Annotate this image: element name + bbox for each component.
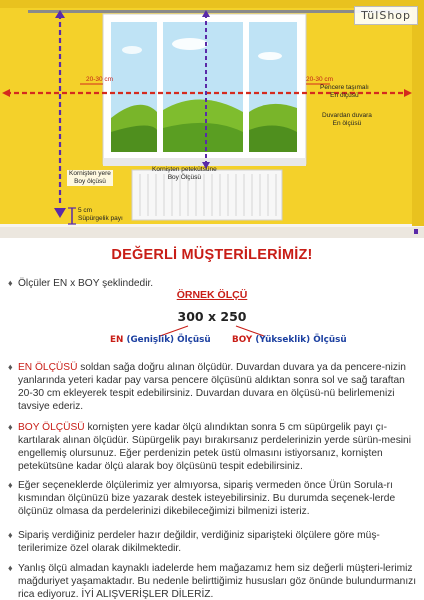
paragraph-lead: BOY ÖLÇÜSÜ [18, 422, 85, 433]
baseboard-label: 5 cm Süpürgelik payı [78, 207, 123, 222]
bullet-icon: ♦ [8, 563, 13, 573]
wall-corner [412, 8, 424, 226]
wall-width-label: Duvardan duvara En ölçüsü [322, 112, 372, 127]
wall-width-arrow-left [2, 89, 10, 97]
paragraph-custom-size [8, 479, 418, 518]
window-width-label: Pencere taşımalı En ölçüsü [320, 84, 369, 99]
window-mullion-right [243, 22, 249, 152]
paragraph-text: Yanlış ölçü almadan kaynaklı iadelerde hem mağazamız hem siz değerli müşteri-lerimiz mağduriyet yaşamaktadır. Bu nedenle belirttiğimiz hususları göz önünde bulundurmanızı rica ediyoruz. İYİ ALIŞVERİŞLER DİLERİZ. [18, 563, 417, 600]
baseboard [0, 224, 424, 227]
bullet-icon: ♦ [8, 278, 13, 288]
intro-text: Ölçüler EN x BOY şeklindedir. [18, 278, 154, 289]
bullet-icon: ♦ [8, 530, 13, 540]
curtain-rod [28, 10, 408, 13]
wall-width-arrow-right [404, 89, 412, 97]
paragraph-text: kornişten yere kadar ölçü alındıktan sonra 5 cm süpürgelik payı çı-kartılarak alınan ölçüdür. Süpürgelik payı bırakırsanız perdelerinizin yerde sürün-mesini engellemiş olursunuz. Eğer perdenizin petek üstü olmasını istiyorsanız, kornişten petekütsüne kadar ölçü alarak boy ölçüsünü tespit edebilirsiniz. [18, 422, 411, 472]
width-caption [110, 335, 211, 345]
floor [0, 226, 424, 238]
height-caption-boy: BOY [232, 335, 253, 345]
bullet-icon: ♦ [8, 422, 13, 432]
paragraph-text: Eğer seçeneklerde ölçülerimiz yer almıyorsa, sipariş vermeden önce Ürün Sorula-rı kısmından ölçünüzü bize yazarak destek isteyebilirsiniz. Bu durumda seçenek-lerde ölçünüz olmasa da perdelerinizi dikebileceğimizi bilmenizi isteriz. [18, 480, 396, 517]
paragraph-lead: EN ÖLÇÜSÜ [18, 362, 78, 373]
height-caption [232, 335, 347, 345]
brand-logo: TülShop [354, 6, 418, 25]
rod-to-floor-arrow-bottom [54, 208, 66, 218]
example-value: 300 x 250 [177, 309, 247, 324]
example-title: ÖRNEK ÖLÇÜ [176, 289, 248, 301]
width-caption-en: EN [110, 335, 124, 345]
paragraph-height-info [8, 421, 418, 473]
window-panes [111, 22, 297, 152]
paragraph-made-to-order [8, 529, 418, 555]
notice-heading: DEĞERLİ MÜŞTERİLERİMİZ! [111, 247, 313, 263]
paragraph-text: Sipariş verdiğiniz perdeler hazır değildir, verdiğiniz siparişteki ölçülere göre müş-terilerimize özel olarak dikilmektedir. [18, 530, 380, 554]
rod-height-label: Kornişten yere Boy ölçüsü [69, 170, 111, 185]
radiator-height-label: Kornişten petekütsüne Boy Ölçüsü [152, 166, 217, 181]
paragraph-width-info [8, 361, 418, 413]
paragraph-text: soldan sağa doğru alınan ölçüdür. Duvardan duvara ya da pencere-nizin yanlarında yeteri kadar pay varsa pencere ölçüsünü aldıktan sonra sol ve sağ taraftan 20-30 cm ekleyerek tespit edebilirsiniz. Duvardan duvara en ölçüsü-nü belirlemenizi tavsiye ederiz. [18, 362, 406, 412]
margin-left-label: 20-30 cm [86, 76, 114, 83]
height-caption-rest: (Yükseklik) Ölçüsü [252, 335, 347, 345]
bullet-icon: ♦ [8, 362, 13, 372]
margin-right-label: 20-30 cm [306, 76, 334, 83]
bullet-icon: ♦ [8, 480, 13, 490]
window-mullion-left [157, 22, 163, 152]
width-caption-rest: (Genişlik) Ölçüsü [123, 335, 211, 345]
example-arrows [0, 320, 424, 360]
measurement-illustration [0, 0, 424, 238]
floor-mark [414, 229, 418, 234]
paragraph-returns [8, 562, 418, 600]
